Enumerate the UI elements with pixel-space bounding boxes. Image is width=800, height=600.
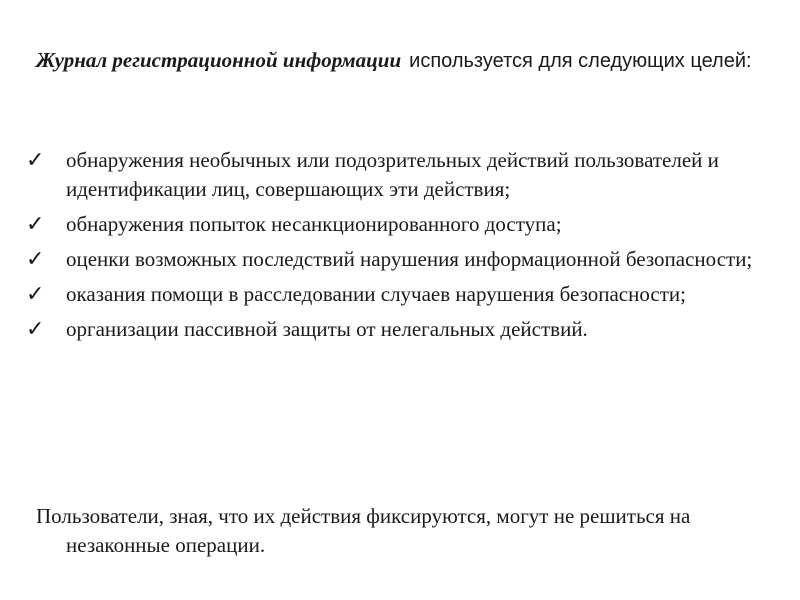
check-mark-icon: ✓	[26, 282, 45, 307]
list-item-text: организации пассивной защиты от нелегальных действий.	[66, 317, 588, 341]
list-item-text: обнаружения необычных или подозрительных действий пользователей и идентификации лиц, совершающих эти действия;	[66, 148, 719, 201]
list-item	[26, 280, 766, 309]
list-item-text: обнаружения попыток несанкционированного доступа;	[66, 212, 562, 236]
list-item	[26, 245, 766, 274]
list-item-text: оказания помощи в расследовании случаев нарушения безопасности;	[66, 282, 686, 306]
check-mark-icon: ✓	[26, 148, 45, 173]
list-item	[26, 146, 766, 204]
check-mark-icon: ✓	[26, 317, 45, 342]
check-mark-icon: ✓	[26, 247, 45, 272]
intro-term: Журнал регистрационной информации	[36, 48, 402, 72]
list-item-text: оценки возможных последствий нарушения информационной безопасности;	[66, 247, 753, 271]
conclusion-paragraph: Пользователи, зная, что их действия фиксируются, могут не решиться на незаконные операции.	[36, 504, 691, 557]
list-item	[26, 210, 766, 239]
intro-rest: используется для следующих целей:	[409, 50, 752, 72]
check-mark-icon: ✓	[26, 212, 45, 237]
list-item	[26, 315, 766, 344]
intro-paragraph	[36, 46, 786, 76]
purpose-list	[26, 146, 766, 350]
